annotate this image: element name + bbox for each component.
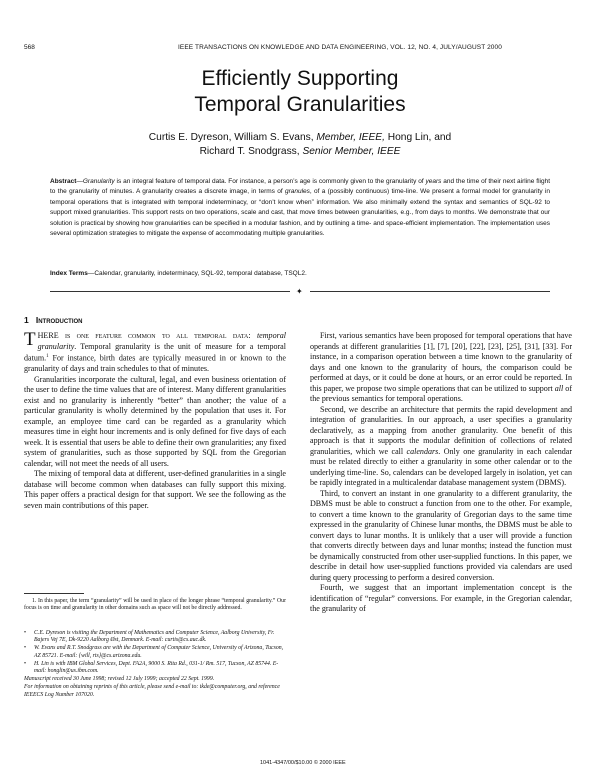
- bullet-icon: •: [24, 645, 27, 652]
- abstract-dash: —: [76, 178, 83, 185]
- footnote-text: 1. In this paper, the term “granularity” will be used in place of the longer phrase “temporal granularity.” Our focus is on time and granularity in other domains such as space will not be directly addressed.: [24, 598, 286, 612]
- right-paragraph-4: Fourth, we suggest that an important implementation concept is the identification of “regular” conversions. For example, in the Gregorian calendar, the granularity of: [310, 583, 572, 613]
- reprint-info: For information on obtaining reprints of this article, please send e-mail to: tkde@computer.org, and reference IEEECS Log Number 107020.: [24, 684, 280, 698]
- intro-paragraph-2: Granularities incorporate the cultural, legal, and even business orientation of the user to define the time values that are of interest. Many different granularities exist and no granularity is inherently “better” than another; the value of a particular granularity is wholly determined by the population that uses it. For example, an employee time card can be regarded as a granularity which measures time in eight hour increments and is only defined for five days of each week. It is essential that users be able to define their own granularities; any fixed system of granularities, such as those supported by SQL from the Gregorian calendar, will not meet the needs of all users.: [24, 374, 286, 468]
- rp1-em: all: [554, 383, 564, 393]
- index-terms-label: Index Terms: [50, 270, 88, 277]
- rp2-em: calendars: [406, 446, 439, 456]
- rp1-text-a: First, various semantics have been proposed for temporal operations that have operands at different granularities [1], [7], [20], [22], [23], [25], [31], [33]. For instance, in a comparison operation between a time known to the granularity of days and one known to the granularity of hours, the comparison could be performed at days, or it could be done at hours, or an error could be reported. In this paper, we propose two simple operations that can be utilized to support: [310, 331, 572, 393]
- running-head: IEEE TRANSACTIONS ON KNOWLEDGE AND DATA ENGINEERING, VOL. 12, NO. 4, JULY/AUGUST 2000: [178, 44, 502, 51]
- drop-cap: T: [24, 329, 36, 350]
- affiliation-text: C.E. Dyreson is visiting the Department of Mathematics and Computer Science, Aalborg University, Fr. Bajers Vej 7E, Dk-9220 Aalborg Øst, Denmark. E-mail: curtis@cs.auc.dk.: [34, 630, 275, 644]
- affiliation-item: [24, 630, 286, 644]
- section-number: 1: [24, 315, 29, 325]
- affiliation-text: H. Lin is with IBM Global Services, Dept. FA2A, 9000 S. Rita Rd., 031-1/ Rm. 517, Tucson, AZ 85744. E-mail: honglin@us.ibm.com.: [34, 660, 279, 675]
- p1-text-c: For instance, birth dates are typically measured in or known to the granularity of days and train schedules to that of minutes.: [24, 353, 286, 374]
- right-column: [310, 331, 572, 615]
- title-line-1: Efficiently Supporting: [201, 67, 399, 90]
- abstract-label: Abstract: [50, 178, 77, 185]
- abstract: [50, 177, 550, 239]
- intro-paragraph-3: The mixing of temporal data at different, user-defined granularities in a single database will become common when databases can fully support this mixing. This paper offers a practical design for that support. We see the following as the seven main contributions of this paper.: [24, 469, 286, 510]
- footnote-rule: [24, 593, 84, 594]
- intro-paragraph-1: [24, 331, 286, 375]
- footnote-marker: 1: [46, 354, 49, 359]
- author-role-2: Senior Member, IEEE: [302, 146, 401, 157]
- p1-text-a: HERE is one feature common to all temporal data:: [37, 331, 257, 340]
- abstract-term-granules: granules: [284, 188, 310, 196]
- diamond-icon: ✦: [296, 287, 303, 296]
- abstract-text-b: and the time of their next airline flight to the granularity of minutes. A granularity creates a discrete image, in terms of: [50, 178, 550, 196]
- rp2-text-b: . Only one granularity in each calendar must be related directly to either a granularity in some other calendar or to the underlying time-line. So, calendars can be developed largely in isolation, yet can be rapidly integrated in a multicalendar database management system (DBMS).: [310, 446, 572, 487]
- right-paragraph-1: [310, 331, 572, 405]
- right-paragraph-3: Third, to convert an instant in one granularity to a different granularity, the DBMS must be able to construct a function from one to the other. For example, to convert a time known to the granularity of Gregorian days to the same time expressed in the granularity of Chinese lunar months, the DBMS must be able to convert days to lunar months. It is unlikely that a user will provide a function that converts directly between days and lunar months; instead the function must be dynamically constructed from other user-supplied functions. In this paper, we describe in detail how user-supplied functions provided via calendars are used during query processing to perform a desired conversion.: [310, 488, 572, 582]
- authors-line-1: [0, 131, 600, 145]
- section-title: Introduction: [35, 315, 83, 325]
- affiliation-item: [24, 661, 286, 675]
- affiliations: [24, 630, 286, 699]
- section-divider: [50, 287, 550, 297]
- index-terms: [50, 269, 550, 278]
- section-heading: [24, 315, 83, 325]
- bullet-icon: •: [24, 630, 27, 636]
- author-names-2: Hong Lin, and: [387, 132, 452, 143]
- author-role-1: Member, IEEE,: [316, 132, 385, 143]
- rp2-text-a: Second, we describe an architecture that permits the rapid development and integration of granularities. In our approach, a user specifies a granularity declaratively, as a mapping from another granularity. One benefit of this approach is that it supports the modular definition of collections of related granularities, which we call: [310, 404, 572, 456]
- author-list: [0, 131, 600, 159]
- title-line-2: Temporal Granularities: [194, 93, 406, 116]
- author-names-3: Richard T. Snodgrass,: [199, 146, 300, 157]
- abstract-term-granularity: Granularity: [82, 178, 115, 185]
- affiliation-item: [24, 645, 286, 659]
- p1-text-b: . Temporal granularity is the unit of measure for a temporal datum.: [24, 341, 286, 363]
- abstract-text-a: is an integral feature of temporal data. For instance, a person’s age is commonly given to the granularity of: [114, 178, 426, 185]
- manuscript-dates: Manuscript received 30 June 1998; revised 12 July 1999; accepted 22 Sept. 1999.: [24, 676, 215, 683]
- right-paragraph-2: [310, 405, 572, 489]
- paper-title: [0, 66, 600, 118]
- divider-rule-right: [310, 291, 550, 292]
- copyright-line: 1041-4347/00/$10.00 © 2000 IEEE: [260, 760, 346, 766]
- abstract-term-years: years: [425, 178, 442, 185]
- bullet-icon: •: [24, 660, 27, 667]
- abstract-text-c: , of a (possibly continuous) time-line. We present a formal model for granularity in temporal operations that is integrated with temporal indeterminacy, or “don’t know when” information. We also minimally extend the syntax and semantics of SQL-92 to support mixed granularities. This support rests on two operations, scale and cast, that move times between granularities, e.g., from days to months. We demonstrate that our solution is practical by showing how granularities can be specified in a modular fashion, and by outlining a time- and space-efficient implementation. The implementation uses several optimization strategies to mitigate the expense of accommodating multiple granularities.: [50, 188, 550, 238]
- footnote: [24, 598, 286, 612]
- divider-rule-left: [50, 291, 290, 292]
- author-names-1: Curtis E. Dyreson, William S. Evans,: [148, 132, 314, 143]
- authors-line-2: [0, 145, 600, 159]
- left-column: [24, 331, 286, 511]
- affiliation-text: W. Evans and R.T. Snodgrass are with the Department of Computer Science, University of Arizona, Tucson, AZ 85721. E-mail: {will, rts}@cs.arizona.edu.: [34, 645, 284, 659]
- rp1-text-b: of the previous semantics for temporal operations.: [310, 383, 572, 403]
- index-terms-text: —Calendar, granularity, indeterminacy, SQL-92, temporal database, TSQL2.: [87, 270, 307, 277]
- p1-term: temporal granularity: [37, 331, 286, 351]
- page-number: 568: [24, 44, 35, 51]
